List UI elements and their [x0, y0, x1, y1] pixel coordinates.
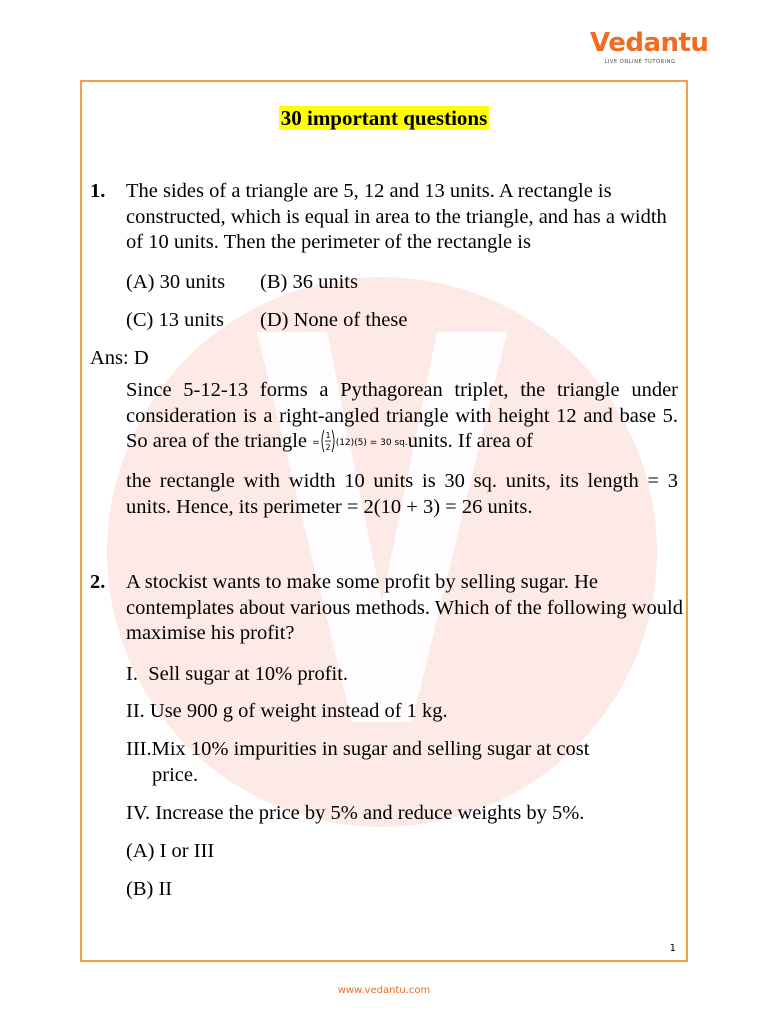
statement-iii-continued: price.	[152, 764, 199, 786]
question-text: The sides of a triangle are 5, 12 and 13 units. A rectangle is constructed, which is equal in area to the triangle, and has a width of 10 units. Then the perimeter of the rectangle is	[126, 180, 667, 253]
answer-label: Ans: D	[90, 347, 149, 369]
page-number: 1	[669, 943, 676, 954]
logo-tagline: LIVE ONLINE TUTORING	[604, 59, 676, 65]
footer-website-link[interactable]: www.vedantu.com	[337, 985, 431, 996]
formula-text: (12)(5) = 30 sq.	[335, 438, 408, 448]
page-frame	[80, 80, 688, 962]
title-highlight: 30 important questions	[280, 106, 488, 130]
statement-iv: IV. Increase the price by 5% and reduce weights by 5%.	[126, 802, 585, 824]
statement-iii: III.Mix 10% impurities in sugar and selling sugar at cost	[126, 738, 590, 760]
vedantu-logo	[590, 28, 709, 65]
option-b: (B) 36 units	[260, 271, 358, 293]
svg-text:2: 2	[325, 443, 331, 452]
question-number: 1.	[90, 180, 106, 202]
svg-text:1: 1	[325, 431, 331, 440]
fraction-one-half-icon	[320, 429, 336, 453]
page-title	[82, 106, 686, 131]
solution-text	[126, 378, 678, 457]
area-formula: = 1 2 (12)(5) = 30 sq.	[312, 431, 408, 452]
solution-continued: the rectangle with width 10 units is 30 sq. units, its length = 3 units. Hence, its perimeter = 2(10 + 3) = 26 units.	[126, 470, 678, 518]
option-a: (A) I or III	[126, 840, 215, 862]
solution-part-1: Since 5-12-13 forms a Pythagorean triplet, the triangle under consideration is a right-angled triangle with height 12 and base 5. So area of the triangle	[126, 379, 678, 452]
question-number: 2.	[90, 571, 106, 593]
option-a: (A) 30 units	[126, 271, 226, 293]
option-c: (C) 13 units	[126, 309, 224, 331]
solution-part-2: units. If area of	[407, 430, 533, 452]
option-d: (D) None of these	[260, 309, 408, 331]
statement-ii: II. Use 900 g of weight instead of 1 kg.	[126, 700, 448, 722]
statement-i: I. Sell sugar at 10% profit.	[126, 663, 349, 685]
option-b: (B) II	[126, 878, 173, 900]
question-text: A stockist wants to make some profit by selling sugar. He contemplates about various methods. Which of the following would maximise his profit?	[126, 571, 684, 644]
logo-wordmark: Vedantu	[590, 28, 709, 58]
